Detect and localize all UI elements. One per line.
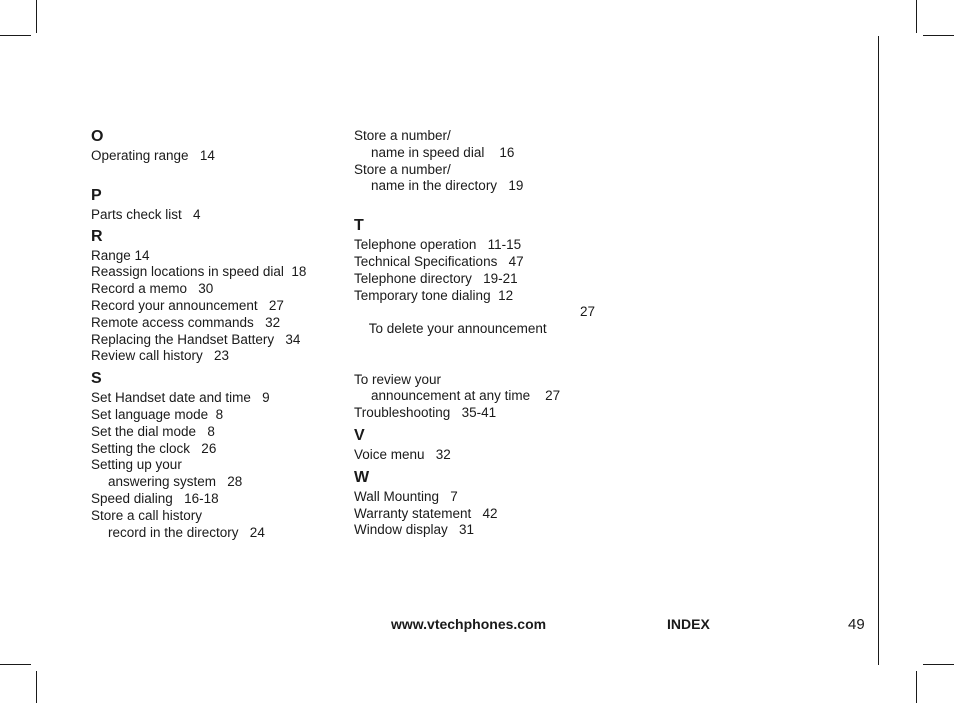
index-entry: Speed dialing 16-18 <box>91 490 219 506</box>
index-entry-page: 27 <box>580 304 596 320</box>
index-entry: Voice menu 32 <box>354 446 451 462</box>
crop-mark <box>923 35 954 36</box>
index-entry: To review your <box>354 371 442 387</box>
index-entry-continuation: name in speed dial 16 <box>371 144 515 160</box>
index-letter-v: V <box>354 426 365 444</box>
index-entry: Set the dial mode 8 <box>91 423 215 439</box>
index-entry: Store a number/ <box>354 128 451 143</box>
index-entry: Replacing the Handset Battery 34 <box>91 331 301 347</box>
index-letter-o: O <box>91 128 104 145</box>
index-entry: Temporary tone dialing 12 <box>354 287 514 303</box>
footer-website: www.vtechphones.com <box>391 616 547 632</box>
index-column-right <box>354 128 614 539</box>
index-entry: Range 14 <box>91 247 150 263</box>
index-entry: Remote access commands 32 <box>91 314 281 330</box>
page-edge-line <box>878 36 879 665</box>
page-number: 49 <box>848 616 865 633</box>
index-entry: Operating range 14 <box>91 148 215 163</box>
index-entry: Record your announcement 27 <box>91 297 284 313</box>
index-entry-text: To delete your announcement <box>368 321 547 337</box>
crop-mark <box>36 0 37 33</box>
index-entry: Telephone operation 11-15 <box>354 237 522 253</box>
index-entry-continuation: record in the directory 24 <box>108 524 265 540</box>
index-entry: Review call history 23 <box>91 348 230 364</box>
index-entry-continuation: answering system 28 <box>108 474 243 490</box>
index-letter-p: P <box>91 186 102 204</box>
index-letter-t: T <box>354 217 364 235</box>
index-entry: Store a number/ <box>354 161 451 177</box>
crop-mark <box>36 671 37 703</box>
index-entry: Troubleshooting 35-41 <box>354 405 497 421</box>
index-column-left <box>91 128 341 541</box>
index-entry: Parts check list 4 <box>91 206 201 222</box>
crop-mark <box>916 671 917 703</box>
crop-mark <box>916 0 917 33</box>
index-entry-continuation: announcement at any time 27 <box>371 388 561 404</box>
index-entry: Telephone directory 19-21 <box>354 270 518 286</box>
index-entry: Technical Specifications 47 <box>354 253 524 269</box>
index-entry <box>354 304 614 371</box>
index-entry: Setting up your <box>91 457 182 473</box>
index-entry: Set language mode 8 <box>91 406 224 422</box>
index-letter-s: S <box>91 370 102 388</box>
crop-mark <box>0 664 31 665</box>
crop-mark <box>923 664 954 665</box>
index-entry: Wall Mounting 7 <box>354 488 458 504</box>
index-entry: Reassign locations in speed dial 18 <box>91 264 307 280</box>
index-entry: Warranty statement 42 <box>354 505 498 521</box>
index-entry: Set Handset date and time 9 <box>91 390 270 406</box>
index-entry-continuation: name in the directory 19 <box>371 178 524 194</box>
index-letter-w: W <box>354 468 370 486</box>
footer-section-title: INDEX <box>667 616 710 632</box>
index-letter-r: R <box>91 227 103 245</box>
index-entry: Store a call history <box>91 507 203 523</box>
index-entry: Window display 31 <box>354 522 475 538</box>
index-entry: Record a memo 30 <box>91 281 214 297</box>
crop-mark <box>0 35 31 36</box>
index-entry: Setting the clock 26 <box>91 440 217 456</box>
